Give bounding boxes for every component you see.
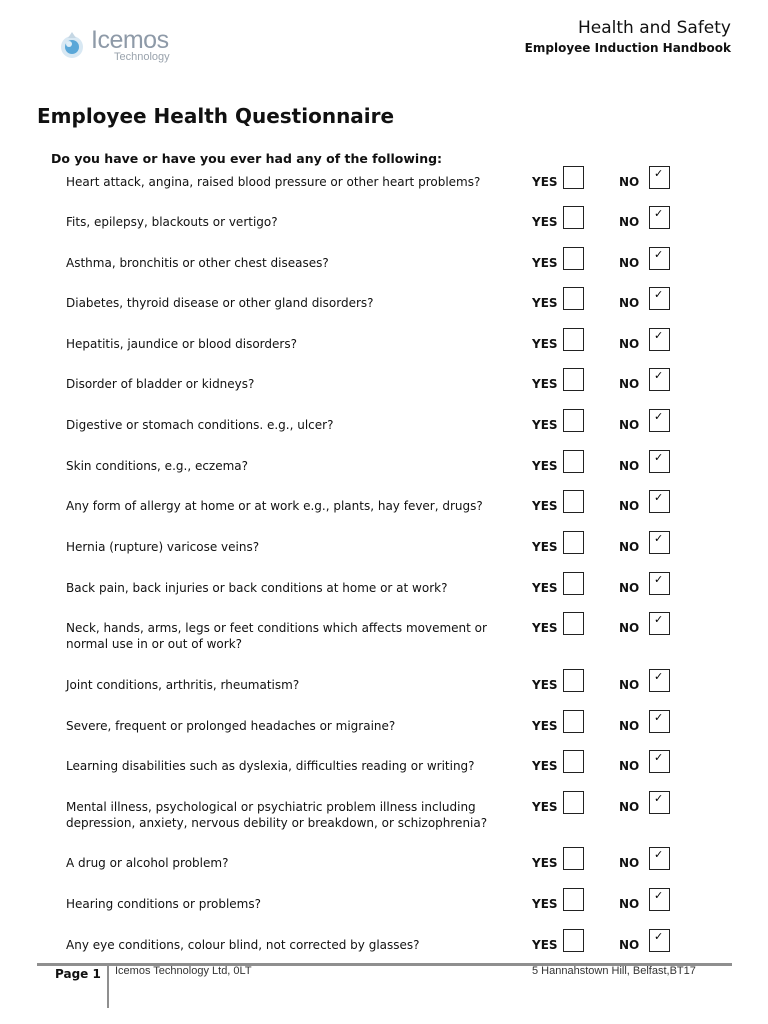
check-mark-icon: ✓ bbox=[654, 792, 664, 805]
yes-checkbox[interactable] bbox=[563, 368, 584, 391]
question-text: Back pain, back injuries or back conditions at home or at work? bbox=[66, 581, 448, 595]
check-mark-icon: ✓ bbox=[654, 670, 664, 683]
check-mark-icon: ✓ bbox=[654, 369, 664, 382]
yes-checkbox[interactable] bbox=[563, 888, 584, 911]
yes-label: YES bbox=[532, 938, 558, 952]
yes-label: YES bbox=[532, 621, 558, 635]
question-text: Joint conditions, arthritis, rheumatism? bbox=[66, 678, 300, 692]
check-mark-icon: ✓ bbox=[654, 848, 664, 861]
check-mark-icon: ✓ bbox=[654, 329, 664, 342]
yes-checkbox[interactable] bbox=[563, 450, 584, 473]
logo-name: Icemos bbox=[91, 26, 169, 54]
no-label: NO bbox=[619, 337, 640, 351]
yes-checkbox[interactable] bbox=[563, 287, 584, 310]
footer-vertical-divider bbox=[107, 966, 109, 1008]
check-mark-icon: ✓ bbox=[654, 410, 664, 423]
yes-checkbox[interactable] bbox=[563, 247, 584, 270]
no-label: NO bbox=[619, 215, 640, 229]
question-text: Neck, hands, arms, legs or feet conditions which affects movement or normal use in or out of work? bbox=[66, 621, 487, 651]
no-checkbox[interactable] bbox=[649, 206, 670, 229]
check-mark-icon: ✓ bbox=[654, 613, 664, 626]
question-text: Skin conditions, e.g., eczema? bbox=[66, 459, 249, 473]
no-label: NO bbox=[619, 418, 640, 432]
no-label: NO bbox=[619, 759, 640, 773]
no-label: NO bbox=[619, 540, 640, 554]
no-checkbox[interactable] bbox=[649, 572, 670, 595]
yes-checkbox[interactable] bbox=[563, 531, 584, 554]
check-mark-icon: ✓ bbox=[654, 930, 664, 943]
check-mark-icon: ✓ bbox=[654, 889, 664, 902]
question-text: Hernia (rupture) varicose veins? bbox=[66, 540, 260, 554]
yes-checkbox[interactable] bbox=[563, 166, 584, 189]
question-text: Hearing conditions or problems? bbox=[66, 897, 261, 911]
no-label: NO bbox=[619, 175, 640, 189]
no-checkbox[interactable] bbox=[649, 328, 670, 351]
no-label: NO bbox=[619, 800, 640, 814]
no-checkbox[interactable] bbox=[649, 847, 670, 870]
document-title: Employee Health Questionnaire bbox=[37, 104, 395, 128]
yes-checkbox[interactable] bbox=[563, 750, 584, 773]
question-text: A drug or alcohol problem? bbox=[66, 856, 229, 870]
check-mark-icon: ✓ bbox=[654, 711, 664, 724]
no-checkbox[interactable] bbox=[649, 669, 670, 692]
yes-label: YES bbox=[532, 296, 558, 310]
no-label: NO bbox=[619, 296, 640, 310]
no-checkbox[interactable] bbox=[649, 888, 670, 911]
yes-label: YES bbox=[532, 540, 558, 554]
no-checkbox[interactable] bbox=[649, 490, 670, 513]
question-text: Fits, epilepsy, blackouts or vertigo? bbox=[66, 215, 278, 229]
question-text: Mental illness, psychological or psychiatric problem illness including depression, anxiety, nervous debility or breakdown, or schizophrenia? bbox=[66, 800, 488, 830]
check-mark-icon: ✓ bbox=[654, 573, 664, 586]
yes-checkbox[interactable] bbox=[563, 929, 584, 952]
yes-label: YES bbox=[532, 418, 558, 432]
yes-checkbox[interactable] bbox=[563, 409, 584, 432]
check-mark-icon: ✓ bbox=[654, 751, 664, 764]
no-checkbox[interactable] bbox=[649, 750, 670, 773]
yes-checkbox[interactable] bbox=[563, 328, 584, 351]
check-mark-icon: ✓ bbox=[654, 288, 664, 301]
question-text: Digestive or stomach conditions. e.g., ulcer? bbox=[66, 418, 334, 432]
logo-subtitle: Technology bbox=[114, 51, 170, 63]
yes-checkbox[interactable] bbox=[563, 572, 584, 595]
no-checkbox[interactable] bbox=[649, 247, 670, 270]
yes-label: YES bbox=[532, 581, 558, 595]
no-checkbox[interactable] bbox=[649, 287, 670, 310]
question-text: Heart attack, angina, raised blood pressure or other heart problems? bbox=[66, 175, 481, 189]
yes-checkbox[interactable] bbox=[563, 791, 584, 814]
footer-company: Icemos Technology Ltd, 0LT bbox=[115, 965, 252, 977]
question-row bbox=[0, 613, 768, 660]
no-label: NO bbox=[619, 256, 640, 270]
question-text: Asthma, bronchitis or other chest diseases? bbox=[66, 256, 329, 270]
yes-checkbox[interactable] bbox=[563, 490, 584, 513]
yes-checkbox[interactable] bbox=[563, 710, 584, 733]
question-text: Diabetes, thyroid disease or other gland disorders? bbox=[66, 296, 374, 310]
check-mark-icon: ✓ bbox=[654, 207, 664, 220]
question-text: Any form of allergy at home or at work e.g., plants, hay fever, drugs? bbox=[66, 499, 483, 513]
no-checkbox[interactable] bbox=[649, 531, 670, 554]
yes-checkbox[interactable] bbox=[563, 206, 584, 229]
yes-label: YES bbox=[532, 759, 558, 773]
no-checkbox[interactable] bbox=[649, 710, 670, 733]
yes-label: YES bbox=[532, 337, 558, 351]
question-row bbox=[0, 792, 768, 839]
no-label: NO bbox=[619, 459, 640, 473]
no-label: NO bbox=[619, 856, 640, 870]
company-logo bbox=[54, 24, 204, 66]
yes-label: YES bbox=[532, 459, 558, 473]
question-text: Disorder of bladder or kidneys? bbox=[66, 377, 255, 391]
no-label: NO bbox=[619, 621, 640, 635]
no-label: NO bbox=[619, 938, 640, 952]
no-checkbox[interactable] bbox=[649, 166, 670, 189]
header-subtitle: Employee Induction Handbook bbox=[524, 41, 731, 55]
yes-checkbox[interactable] bbox=[563, 612, 584, 635]
yes-label: YES bbox=[532, 897, 558, 911]
no-label: NO bbox=[619, 377, 640, 391]
logo-icon bbox=[56, 30, 88, 62]
question-text: Learning disabilities such as dyslexia, difficulties reading or writing? bbox=[66, 759, 475, 773]
no-label: NO bbox=[619, 897, 640, 911]
yes-label: YES bbox=[532, 215, 558, 229]
no-checkbox[interactable] bbox=[649, 791, 670, 814]
check-mark-icon: ✓ bbox=[654, 167, 664, 180]
question-text: Severe, frequent or prolonged headaches or migraine? bbox=[66, 719, 396, 733]
no-checkbox[interactable] bbox=[649, 612, 670, 635]
no-label: NO bbox=[619, 719, 640, 733]
questionnaire-intro: Do you have or have you ever had any of the following: bbox=[51, 151, 443, 166]
question-text: Hepatitis, jaundice or blood disorders? bbox=[66, 337, 297, 351]
yes-label: YES bbox=[532, 175, 558, 189]
no-label: NO bbox=[619, 499, 640, 513]
check-mark-icon: ✓ bbox=[654, 451, 664, 464]
page-number: Page 1 bbox=[55, 967, 101, 981]
yes-label: YES bbox=[532, 499, 558, 513]
no-label: NO bbox=[619, 678, 640, 692]
yes-label: YES bbox=[532, 377, 558, 391]
yes-label: YES bbox=[532, 256, 558, 270]
header-title: Health and Safety bbox=[578, 18, 731, 38]
check-mark-icon: ✓ bbox=[654, 532, 664, 545]
yes-checkbox[interactable] bbox=[563, 847, 584, 870]
yes-label: YES bbox=[532, 678, 558, 692]
check-mark-icon: ✓ bbox=[654, 248, 664, 261]
yes-checkbox[interactable] bbox=[563, 669, 584, 692]
no-checkbox[interactable] bbox=[649, 450, 670, 473]
yes-label: YES bbox=[532, 856, 558, 870]
yes-label: YES bbox=[532, 719, 558, 733]
no-checkbox[interactable] bbox=[649, 368, 670, 391]
check-mark-icon: ✓ bbox=[654, 491, 664, 504]
no-label: NO bbox=[619, 581, 640, 595]
no-checkbox[interactable] bbox=[649, 409, 670, 432]
footer-address: 5 Hannahstown Hill, Belfast,BT17 bbox=[532, 965, 696, 977]
yes-label: YES bbox=[532, 800, 558, 814]
no-checkbox[interactable] bbox=[649, 929, 670, 952]
question-text: Any eye conditions, colour blind, not corrected by glasses? bbox=[66, 938, 420, 952]
